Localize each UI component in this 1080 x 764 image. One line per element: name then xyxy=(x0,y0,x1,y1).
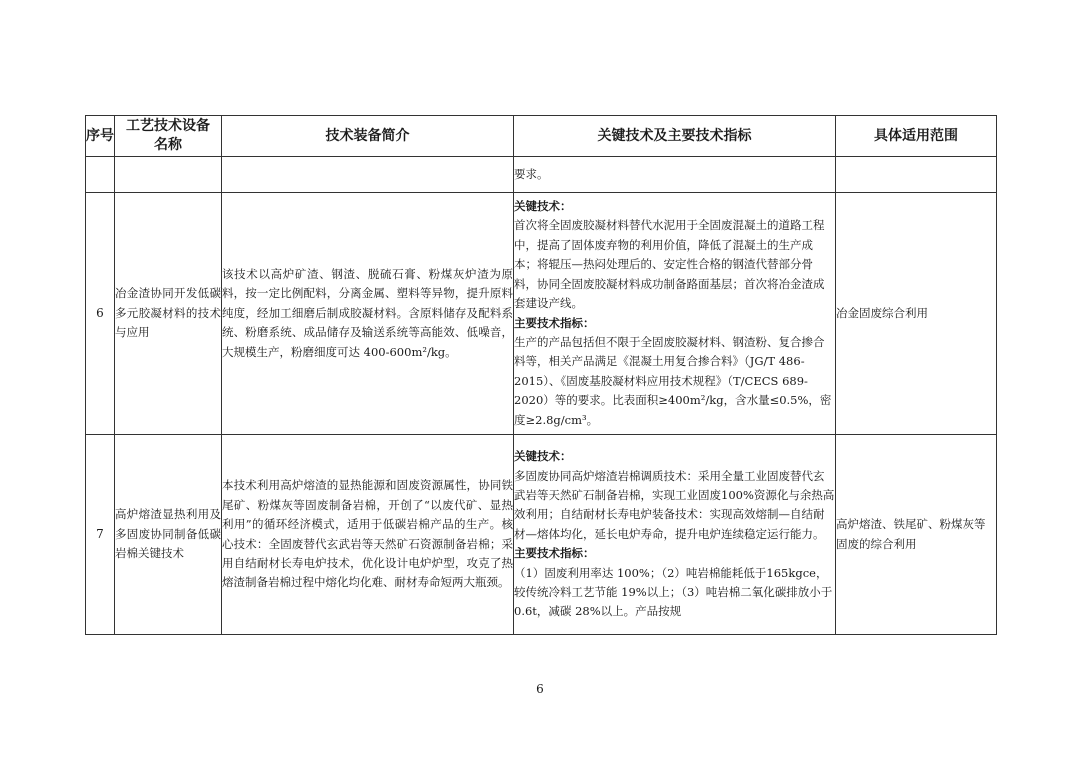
continued-key-cell: 要求。 xyxy=(514,157,836,193)
main-index-text: （1）固废利用率达 100%；（2）吨岩棉能耗低于165kgce，较传统冷料工艺节能 19%以上；（3）吨岩棉二氧化碳排放小于 0.6t，减碳 28%以上。产品按规 xyxy=(514,565,833,619)
table-row xyxy=(86,435,997,635)
main-index-text: 生产的产品包括但不限于全固废胶凝材料、钢渣粉、复合掺合料等，相关产品满足《混凝土用复合掺合料》（JG/T 486-2015）、《固废基胶凝材料应用技术规程》（T/CECS 689-2020）等的要求。比表面积≥400m²/kg，含水量≤0.5%，密度≥2.8g/cm³。 xyxy=(514,334,832,427)
table-row xyxy=(86,193,997,435)
header-name: 工艺技术设备名称 xyxy=(115,116,222,157)
main-index-label: 主要技术指标： xyxy=(514,546,595,561)
row-index: 7 xyxy=(86,435,115,635)
row-scope: 高炉熔渣、铁尾矿、粉煤灰等固废的综合利用 xyxy=(836,435,997,635)
key-tech-label: 关键技术： xyxy=(514,449,572,464)
page-number: 6 xyxy=(536,682,544,696)
row-tech-name: 高炉熔渣显热利用及多固废协同制备低碳岩棉关键技术 xyxy=(115,435,222,635)
key-tech-text: 多固废协同高炉熔渣岩棉调质技术：采用全量工业固废替代玄武岩等天然矿石制备岩棉，实现工业固废100%资源化与余热高效利用；自结耐材长寿电炉装备技术：实现高效熔制—自结耐材—熔体均化，延长电炉寿命，提升电炉连续稳定运行能力。 xyxy=(514,468,835,541)
row-key-tech xyxy=(514,435,836,635)
row-intro: 本技术利用高炉熔渣的显热能源和固废资源属性，协同铁尾矿、粉煤灰等固废制备岩棉，开创了“以废代矿、显热利用”的循环经济模式，适用于低碳岩棉产品的生产。核心技术：全固废替代玄武岩等天然矿石资源制备岩棉；采用自结耐材长寿电炉技术，优化设计电炉炉型，攻克了热熔渣制备岩棉过程中熔化均化难、耐材寿命短两大瓶颈。 xyxy=(222,435,514,635)
header-intro: 技术装备简介 xyxy=(222,116,514,157)
main-index-label: 主要技术指标： xyxy=(514,315,595,330)
table-header-row xyxy=(86,116,997,157)
key-tech-label: 关键技术： xyxy=(514,199,572,214)
row-index: 6 xyxy=(86,193,115,435)
key-tech-text: 首次将全固废胶凝材料替代水泥用于全固废混凝土的道路工程中，提高了固体废弃物的利用价值，降低了混凝土的生产成本；将辊压—热闷处理后的、安定性合格的钢渣代替部分骨料，协同全固废胶凝材料成功制备路面基层；首次将冶金渣成套建设产线。 xyxy=(514,218,825,311)
table-row-continued xyxy=(86,157,997,193)
row-intro: 该技术以高炉矿渣、钢渣、脱硫石膏、粉煤灰炉渣为原料，按一定比例配料，分离金属、塑料等异物，提升原料纯度，经加工细磨后制成胶凝材料。含原料储存及配料系统、粉磨系统、成品储存及输送系统等高能效、低噪音，大规模生产，粉磨细度可达 400-600m²/kg。 xyxy=(222,193,514,435)
technology-table xyxy=(85,115,997,635)
header-key: 关键技术及主要技术指标 xyxy=(514,116,836,157)
header-index: 序号 xyxy=(86,116,115,157)
header-scope: 具体适用范围 xyxy=(836,116,997,157)
row-tech-name: 冶金渣协同开发低碳多元胶凝材料的技术与应用 xyxy=(115,193,222,435)
row-scope: 冶金固废综合利用 xyxy=(836,193,997,435)
row-key-tech xyxy=(514,193,836,435)
